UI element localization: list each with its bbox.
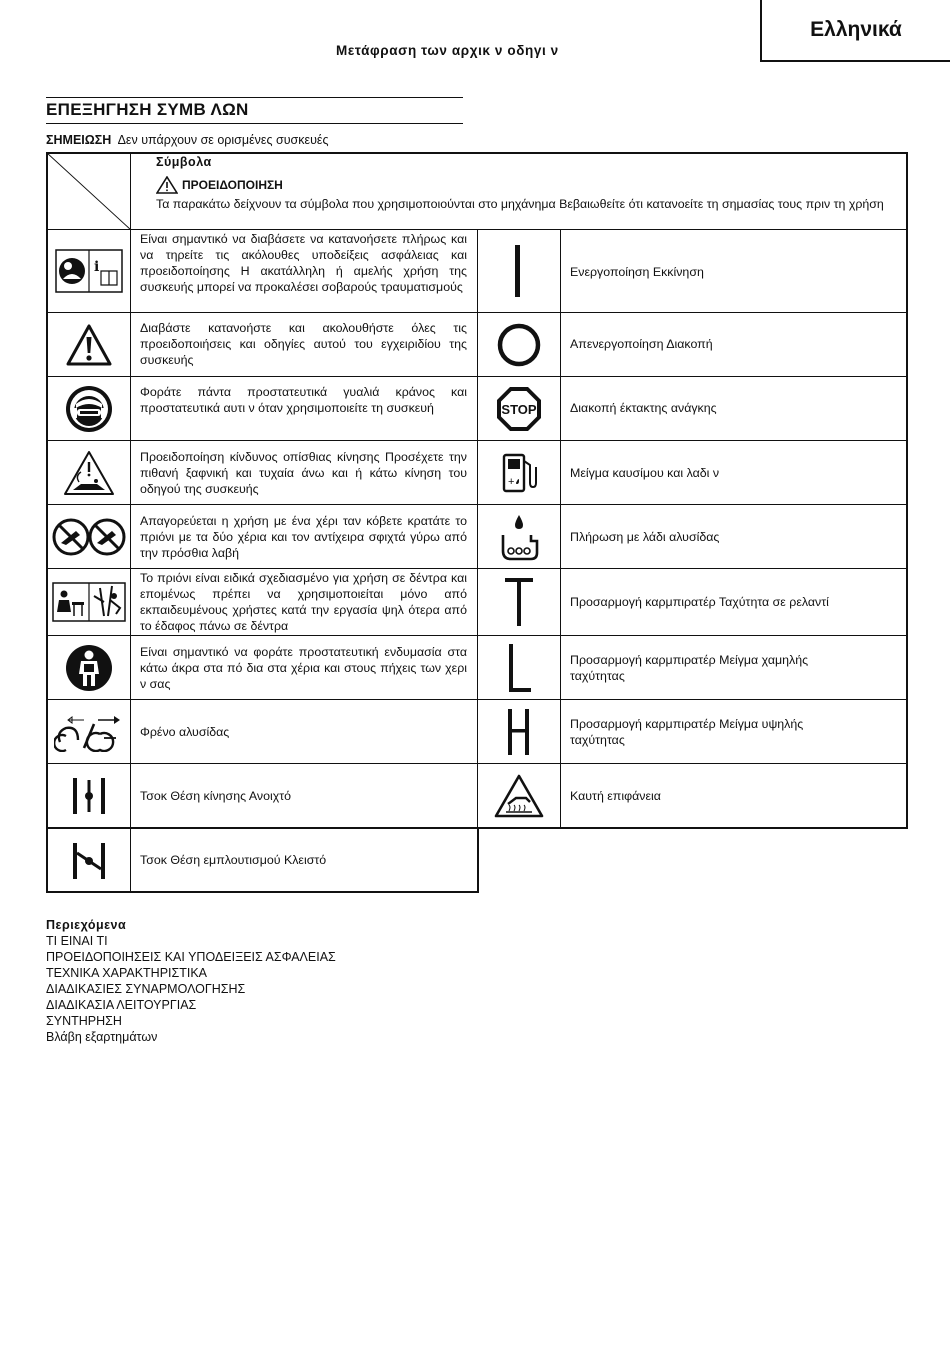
left-text-5: Απαγορεύεται η χρήση με ένα χέρι ταν κόβετε κρατάτε το πριόνι με τα δύο χέρια και τον αντίχειρα σφιχτά γύρω από την πρόσθια λαβή (140, 514, 467, 560)
choke-closed-icon (48, 829, 130, 892)
left-text-2: Διαβάστε κατανοήστε και ακολουθήστε όλες τις προειδοποιήσεις και οδηγίες αυτού του εγχειριδίου της συσκευής (140, 321, 467, 367)
section-rule-top (46, 97, 463, 98)
right-text-9: Καυτή επιφάνεια (570, 789, 661, 803)
left-text-10: Τσοκ Θέση εμπλουτισμού Κλειστό (140, 853, 327, 867)
high-speed-h-icon (478, 700, 560, 763)
warning-triangle-icon (48, 313, 130, 376)
warning-triangle-small-icon (156, 176, 178, 194)
right-text-6: Προσαρμογή καρμπιρατέρ Ταχύτητα σε ρελαντί (570, 595, 829, 609)
fuel-mix-icon (478, 441, 560, 504)
chain-brake-icon (48, 700, 130, 763)
right-text-5: Πλήρωση με λάδι αλυσίδας (570, 530, 720, 544)
document-subtitle: Μετάφραση των αρχικ ν οδηγι ν (336, 43, 559, 58)
col-line (560, 229, 561, 828)
contents-item[interactable]: ΔΙΑΔΙΚΑΣΙΕΣ ΣΥΝΑΡΜΟΛΟΓΗΣΗΣ (46, 982, 246, 996)
note-label: ΣΗΜΕΙΩΣΗ (46, 133, 112, 147)
hot-surface-icon (478, 764, 560, 828)
right-text-7: Προσαρμογή καρμπιρατέρ Μείγμα χαμηλής ταχύτητας (570, 653, 809, 683)
header-divider (130, 153, 131, 230)
contents-item[interactable]: ΔΙΑΔΙΚΑΣΙΑ ΛΕΙΤΟΥΡΓΙΑΣ (46, 998, 197, 1012)
left-text-1: Είναι σημαντικό να διαβάσετε να κατανοήσετε πλήρως και να τηρείτε τις ακόλουθες υποδείξεις ασφάλειας και προειδοποίησης Η ακατάλληλη ή αμελής χρήση της συσκευής μπορεί να προκαλέσει σοβαρούς τραυματισμούς (140, 232, 467, 294)
svg-text:+: + (508, 475, 515, 488)
choke-open-icon (48, 764, 130, 828)
kickback-warning-icon (48, 441, 130, 504)
left-text-9: Τσοκ Θέση κίνησης Ανοιχτό (140, 789, 291, 803)
contents-item[interactable]: ΣΥΝΤΗΡΗΣΗ (46, 1014, 122, 1028)
svg-text:i: i (94, 259, 100, 275)
idle-speed-t-icon (478, 569, 560, 635)
contents-item[interactable]: ΤΕΧΝΙΚΑ ΧΑΡΑΚΤΗΡΙΣΤΙΚΑ (46, 966, 208, 980)
contents-item[interactable]: ΠΡΟΕΙΔΟΠΟΙΗΣΕΙΣ ΚΑΙ ΥΠΟΔΕΙΞΕΙΣ ΑΣΦΑΛΕΙΑΣ (46, 950, 336, 964)
protective-clothing-icon (48, 636, 130, 699)
right-text-8: Προσαρμογή καρμπιρατέρ Μείγμα υψηλής ταχύτητας (570, 717, 804, 747)
low-speed-l-icon (478, 636, 560, 699)
symbols-label: Σύμβολα (156, 155, 212, 169)
contents-item[interactable]: Βλάβη εξαρτημάτων (46, 1030, 158, 1044)
warning-label: ΠΡΟΕΙΔΟΠΟΙΗΣΗ (182, 178, 283, 192)
left-text-7: Είναι σημαντικό να φοράτε προστατευτική ενδυμασία στα κάτω άκρα στα πό δια στα χέρια και στους πήχεις των χερι ν σας (140, 645, 467, 691)
header-diagonal (47, 153, 131, 230)
language-tab: Ελληνικά (760, 0, 950, 62)
read-manual-icon (48, 230, 130, 312)
protective-gear-icon (48, 377, 130, 440)
switch-on-icon (478, 230, 560, 312)
left-text-3: Φοράτε πάντα προστατευτικά γυαλιά κράνος και προστατευτικά αυτι ν όταν χρησιμοποιείτε τη συσκευή (140, 385, 467, 415)
no-one-hand-icon (48, 505, 130, 568)
table-intro: Τα παρακάτω δείχνουν τα σύμβολα που χρησιμοποιούνται στο μηχάνημα Βεβαιωθείτε ότι κατανοείτε τη σημασίας τους πριν τη χρήση (156, 197, 884, 211)
note (46, 133, 329, 147)
chain-oil-icon (478, 505, 560, 568)
tree-work-icon (48, 569, 130, 635)
stop-sign-label: STOP (501, 401, 537, 417)
left-text-8: Φρένο αλυσίδας (140, 725, 230, 739)
section-title: ΕΠΕΞΗΓΗΣΗ ΣΥΜΒ ΛΩΝ (46, 100, 249, 119)
note-text: Δεν υπάρχουν σε ορισμένες συσκευές (117, 133, 329, 147)
right-text-4: Μείγμα καυσίμου και λαδι ν (570, 466, 720, 480)
stop-sign-icon (478, 377, 560, 440)
switch-off-icon (478, 313, 560, 376)
right-text-3: Διακοπή έκτακτης ανάγκης (570, 401, 717, 415)
warning-heading (156, 176, 283, 194)
col-line (130, 229, 131, 892)
left-text-4: Προειδοποίηση κίνδυνος οπίσθιας κίνησης Προσέχετε την πιθανή ξαφνική και τυχαία άνω και ή κάτω κίνηση του οδηγού της συσκευής (140, 450, 467, 496)
contents-item[interactable]: ΤΙ ΕΙΝΑΙ ΤΙ (46, 934, 108, 948)
right-text-1: Ενεργοποίηση Εκκίνηση (570, 265, 704, 279)
section-rule-bottom (46, 123, 463, 124)
left-text-6: Το πριόνι είναι ειδικά σχεδιασμένο για χρήση σε δέντρα και επομένως πρέπει να χρησιμοποιείται μόνο από εκπαιδευμένους χρήστες κατά την εργασία ψηλ ότερα από το έδαφος πάνω σε δέντρα (140, 571, 467, 633)
right-text-2: Απενεργοποίηση Διακοπή (570, 337, 713, 351)
contents-heading: Περιεχόμενα (46, 918, 127, 932)
contents-list (46, 917, 336, 1045)
